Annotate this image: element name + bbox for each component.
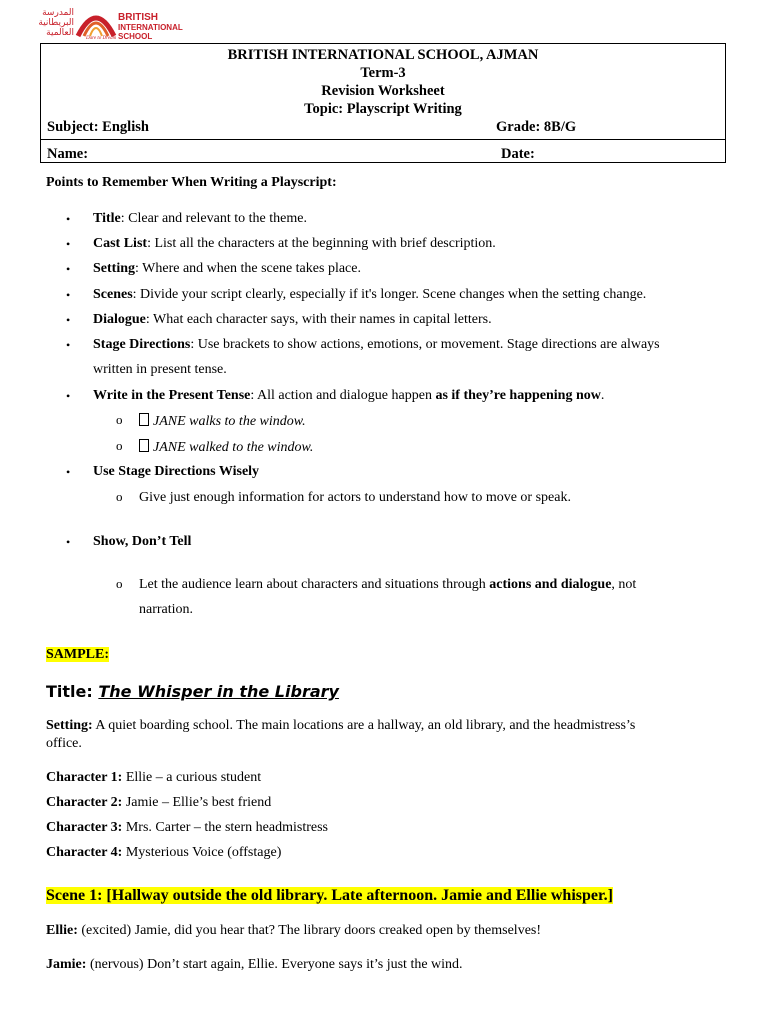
sample-setting-cont: office. — [46, 736, 82, 751]
points-heading: Points to Remember When Writing a Playscript: — [46, 175, 337, 190]
present-example-correct: JANE walks to the window. — [139, 413, 306, 430]
grade: Grade: 8B/G — [496, 119, 577, 135]
character-1: Character 1: Ellie – a curious student — [46, 770, 262, 785]
logo-english-line: BRITISH — [118, 12, 158, 23]
sub-bullet: o — [116, 489, 123, 504]
point-stage-wisely: Use Stage Directions Wisely — [93, 464, 260, 479]
sub-bullet: o — [116, 438, 123, 453]
show-dont-tell-detail-cont: narration. — [139, 602, 194, 617]
bullet: • — [66, 262, 71, 276]
sub-bullet: o — [116, 576, 123, 591]
point-cast-list: Cast List: List all the characters at the beginning with brief description. — [93, 236, 496, 251]
point-scenes: Scenes: Divide your script clearly, especially if it's longer. Scene changes when the setting change. — [93, 287, 647, 302]
logo-arabic-line: المدرسة — [42, 8, 74, 18]
header-divider — [40, 139, 726, 140]
point-setting: Setting: Where and when the scene takes place. — [93, 261, 361, 276]
sub-bullet: o — [116, 412, 123, 427]
bullet: • — [66, 237, 71, 251]
dialogue-line: Ellie: (excited) Jamie, did you hear that? The library doors creaked open by themselves! — [46, 923, 542, 938]
logo-arabic-line: العالمية — [46, 28, 74, 38]
character-4: Character 4: Mysterious Voice (offstage) — [46, 845, 282, 860]
bullet: • — [66, 288, 71, 302]
character-2: Character 2: Jamie – Ellie’s best friend — [46, 795, 272, 810]
logo-english-text — [118, 12, 183, 41]
name-label: Name: — [47, 146, 89, 162]
character-3: Character 3: Mrs. Carter – the stern headmistress — [46, 820, 329, 835]
dialogue-line: Jamie: (nervous) Don’t start again, Ellie. Everyone says it’s just the wind. — [46, 957, 463, 972]
bullet: • — [66, 212, 71, 226]
sample-setting: Setting: A quiet boarding school. The main locations are a hallway, an old library, and the headmistress’s — [46, 718, 636, 733]
term: Term-3 — [360, 65, 406, 81]
show-dont-tell-detail: Let the audience learn about characters and situations through actions and dialogue, not — [139, 577, 637, 592]
logo-english-line: INTERNATIONAL — [118, 23, 183, 32]
sample-label: SAMPLE: — [46, 647, 109, 662]
bullet: • — [66, 389, 71, 403]
logo-tagline: Dare to Dream — [86, 36, 117, 41]
bullet: • — [66, 535, 71, 549]
logo-arabic-text — [12, 8, 74, 38]
logo-english-line: SCHOOL — [118, 32, 153, 41]
checkbox-icon — [139, 439, 149, 452]
bullet: • — [66, 338, 71, 352]
sample-title: Title: The Whisper in the Library — [46, 682, 339, 701]
stage-wisely-detail: Give just enough information for actors to understand how to move or speak. — [139, 490, 571, 505]
school-logo — [12, 6, 187, 42]
point-stage-directions: Stage Directions: Use brackets to show actions, emotions, or movement. Stage directions are always — [93, 337, 660, 352]
point-dialogue: Dialogue: What each character says, with their names in capital letters. — [93, 312, 492, 327]
date-label: Date: — [501, 146, 535, 162]
point-show-dont-tell: Show, Don’t Tell — [93, 534, 192, 549]
topic: Topic: Playscript Writing — [304, 101, 462, 117]
subject: Subject: English — [47, 119, 149, 135]
point-stage-directions-cont: written in present tense. — [93, 362, 227, 377]
worksheet-header — [40, 43, 726, 163]
worksheet-type: Revision Worksheet — [321, 83, 445, 99]
checkbox-icon — [139, 413, 149, 426]
logo-arabic-line: البريطانية — [38, 18, 74, 28]
school-name: BRITISH INTERNATIONAL SCHOOL, AJMAN — [227, 47, 539, 63]
bullet: • — [66, 465, 71, 479]
point-present-tense: Write in the Present Tense: All action and dialogue happen as if they’re happening now. — [93, 388, 605, 403]
bullet: • — [66, 313, 71, 327]
present-example-wrong: JANE walked to the window. — [139, 439, 313, 456]
point-title: Title: Clear and relevant to the theme. — [93, 211, 307, 226]
scene-1-heading: Scene 1: [Hallway outside the old library. Late afternoon. Jamie and Ellie whisper.] — [46, 887, 613, 904]
